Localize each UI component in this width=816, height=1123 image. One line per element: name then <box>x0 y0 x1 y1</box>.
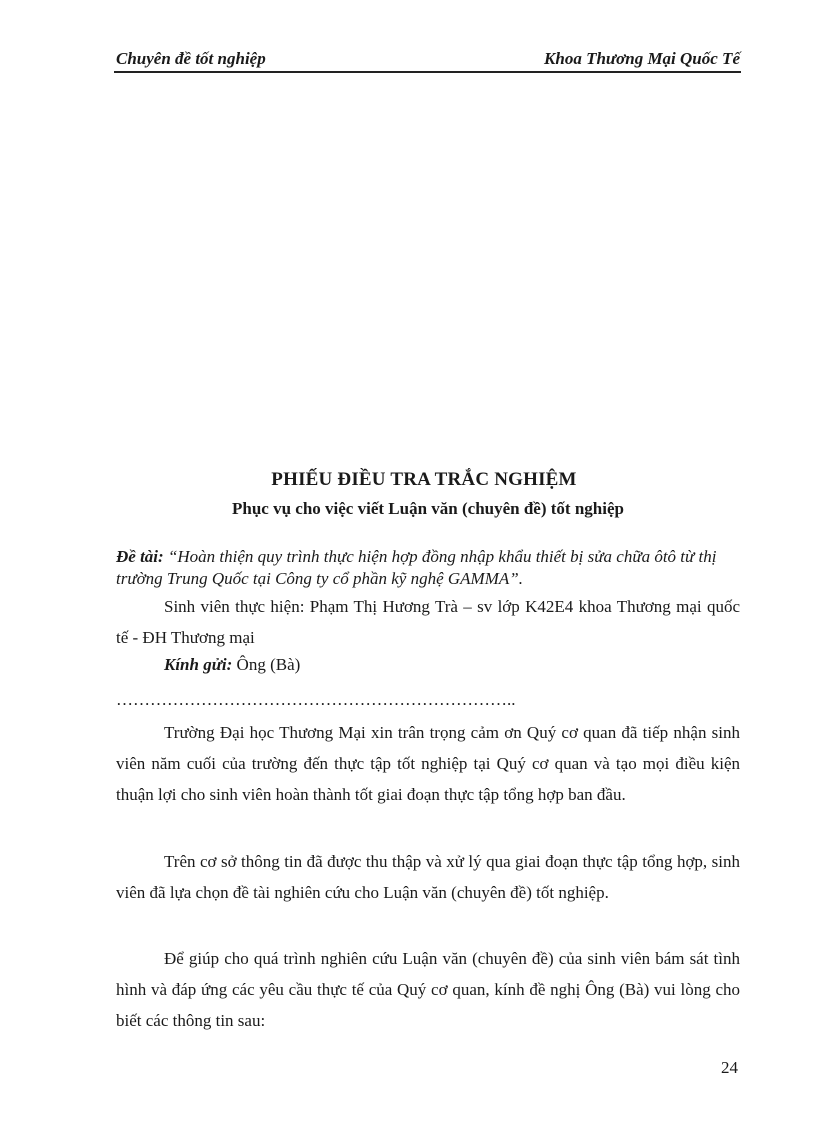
page-number: 24 <box>721 1058 738 1077</box>
addressee-label: Kính gửi: <box>164 655 233 674</box>
addressee-line <box>164 655 300 675</box>
document-title: PHIẾU ĐIỀU TRA TRẮC NGHIỆM <box>271 469 577 490</box>
header-right-text: Khoa Thương Mại Quốc Tế <box>544 49 740 68</box>
document-subtitle: Phục vụ cho việc viết Luận văn (chuyên đề) tốt nghiệp <box>232 499 624 518</box>
header-left-text: Chuyên đề tốt nghiệp <box>116 49 266 68</box>
header-divider <box>114 71 741 73</box>
paragraph-thanks: Trường Đại học Thương Mại xin trân trọng cảm ơn Quý cơ quan đã tiếp nhận sinh viên năm cuối của trường đến thực tập tốt nghiệp tại Quý cơ quan và tạo mọi điều kiện thuận lợi cho sinh viên hoàn thành tốt giai đoạn thực tập tổng hợp ban đầu. <box>116 723 740 804</box>
topic-text: “Hoàn thiện quy trình thực hiện hợp đồng nhập khẩu thiết bị sửa chữa ôtô từ thị trường Trung Quốc tại Công ty cổ phần kỹ nghệ GAMMA”. <box>116 547 717 588</box>
student-info: Sinh viên thực hiện: Phạm Thị Hương Trà – sv lớp K42E4 khoa Thương mại quốc tế - ĐH Thương mại <box>116 597 740 647</box>
addressee-value: Ông (Bà) <box>232 655 301 674</box>
topic-block <box>116 546 746 590</box>
topic-label: Đề tài: <box>116 547 164 566</box>
paragraph-topic-selection: Trên cơ sở thông tin đã được thu thập và xử lý qua giai đoạn thực tập tổng hợp, sinh viên đã lựa chọn đề tài nghiên cứu cho Luận văn (chuyên đề) tốt nghiệp. <box>116 852 740 902</box>
paragraph-request: Để giúp cho quá trình nghiên cứu Luận văn (chuyên đề) của sinh viên bám sát tình hình và đáp ứng các yêu cầu thực tế của Quý cơ quan, kính đề nghị Ông (Bà) vui lòng cho biết các thông tin sau: <box>116 949 740 1030</box>
fill-in-dots: …………………………………………………………….. <box>116 690 516 709</box>
